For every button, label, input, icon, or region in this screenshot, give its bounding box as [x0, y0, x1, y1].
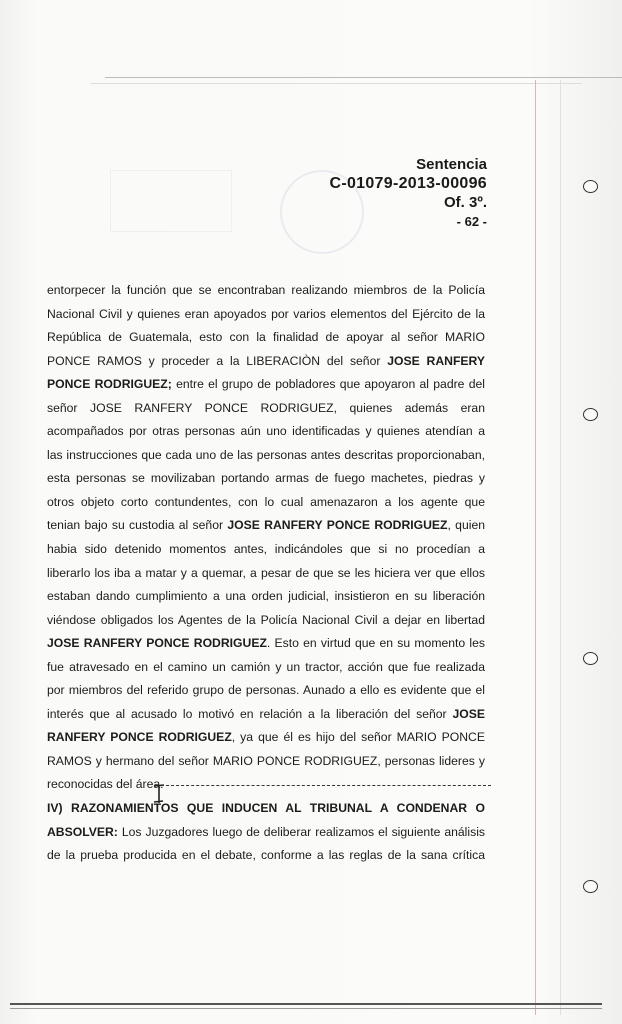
text-segment: República de Guatemala, esto con la finalidad de apoyar al señor MARIO: [47, 330, 485, 345]
punch-hole-icon: [583, 652, 598, 665]
body-text: [47, 279, 485, 868]
text-line: [47, 562, 485, 586]
text-segment: viéndose obligados los Agentes de la Policía Nacional Civil a dejar en libertad: [47, 612, 485, 627]
text-segment: , quien: [447, 518, 485, 533]
top-rule-secondary: [90, 83, 582, 84]
text-line: [47, 632, 485, 656]
fill-dash-line: [166, 785, 491, 786]
text-segment: entorpecer la función que se encontraban realizando miembros de la Policía: [47, 283, 485, 297]
text-line: [47, 538, 485, 562]
text-segment: liberarlo los iba a matar y a quemar, a pesar de que se les hiciera ver que ellos: [47, 565, 485, 580]
text-segment: tenian bajo su custodia al señor: [47, 518, 228, 533]
text-segment: señor JOSE RANFERY PONCE RODRIGUEZ, quienes además eran: [47, 400, 485, 415]
text-segment: entre el grupo de pobladores que apoyaron al padre del: [171, 377, 485, 392]
text-segment: reconocidas del área.: [47, 777, 164, 792]
text-segment: por miembros del referido grupo de personas. Aunado a ello es evidente que el: [47, 683, 485, 698]
bottom-rule: [10, 1003, 602, 1005]
faint-stamp-bleedthrough: [110, 170, 232, 232]
text-segment: las instrucciones que cada uno de las personas antes descritas proporcionaban,: [47, 447, 485, 462]
text-segment: , ya que él es hijo del señor MARIO PONCE: [231, 730, 485, 745]
punch-hole-icon: [583, 180, 598, 193]
bold-text-segment: JOSE RANFERY: [387, 353, 486, 368]
text-line: [47, 656, 485, 680]
text-line: [47, 279, 485, 303]
bold-text-segment: JOSE RANFERY PONCE RODRIGUEZ: [47, 636, 267, 651]
text-line: [47, 821, 485, 845]
document-header: [329, 155, 487, 231]
text-line: [47, 444, 485, 468]
text-segment: fue atravesado en el camino un camión y un tractor, acción que fue realizada: [47, 659, 485, 674]
text-segment: interés que al acusado lo motivó en relación a la liberación del señor: [47, 706, 453, 721]
text-line: [47, 726, 485, 750]
text-segment: Los Juzgadores luego de deliberar realizamos el siguiente análisis: [117, 824, 485, 839]
text-line: [47, 844, 485, 868]
page-number: - 62 -: [456, 214, 487, 229]
text-segment: otros objeto corto contundentes, con lo cual amenazaron a los agente que: [47, 494, 485, 509]
text-line: [47, 303, 485, 327]
text-segment: estaban dando cumplimiento a una orden judicial, insistieron en su liberación: [47, 589, 485, 604]
punch-hole-icon: [583, 880, 598, 893]
text-segment: de la prueba producida en el debate, conforme a las reglas de la sana crítica: [47, 848, 485, 863]
case-number: C-01079-2013-00096: [329, 175, 487, 192]
text-line: [47, 397, 485, 421]
text-line: [47, 491, 485, 515]
bold-text-segment: PONCE RODRIGUEZ;: [47, 377, 172, 392]
text-line: [47, 350, 485, 374]
office-number: Of. 3º.: [444, 194, 487, 211]
text-line: [47, 373, 485, 397]
text-segment: Nacional Civil y quienes eran apoyados por varios elementos del Ejército de la: [47, 306, 485, 321]
bold-text-segment: JOSE: [452, 706, 485, 721]
text-segment: PONCE RAMOS y proceder a la LIBERACIÒN del señor: [47, 353, 388, 368]
text-line: [47, 797, 485, 821]
bold-text-segment: RANFERY PONCE RODRIGUEZ: [47, 730, 232, 745]
bold-text-segment: JOSE RANFERY PONCE RODRIGUEZ: [227, 518, 448, 533]
text-line: [47, 514, 485, 538]
bold-text-segment: ABSOLVER:: [47, 824, 118, 839]
text-line: [47, 703, 485, 727]
bold-text-segment: IV) RAZONAMIENTOS QUE INDUCEN AL TRIBUNAL A CONDENAR O: [47, 801, 485, 816]
text-line: [47, 420, 485, 444]
punch-hole-icon: [583, 408, 598, 421]
margin-rule-secondary: [560, 80, 561, 1015]
document-title: Sentencia: [416, 156, 487, 173]
text-line: [47, 326, 485, 350]
text-segment: RAMOS y hermano del señor MARIO PONCE RODRIGUEZ, personas lideres y: [47, 753, 485, 768]
text-line: [47, 750, 485, 774]
text-segment: habia sido detenido momentos antes, indicándoles que si no procedían a: [47, 542, 485, 557]
top-rule: [105, 77, 622, 78]
handwritten-mark-icon: [152, 783, 166, 805]
text-line: [47, 679, 485, 703]
margin-rule: [535, 80, 536, 1015]
bottom-rule-secondary: [10, 1008, 602, 1009]
text-segment: esta personas se movilizaban portando armas de fuego machetes, piedras y: [47, 471, 485, 486]
text-line: [47, 773, 485, 797]
text-line: [47, 585, 485, 609]
text-line: [47, 467, 485, 491]
text-line: [47, 609, 485, 633]
text-segment: . Esto en virtud que en su momento les: [266, 636, 485, 651]
text-segment: acompañados por otras personas aún uno identificadas y quienes atendían a: [47, 424, 485, 439]
